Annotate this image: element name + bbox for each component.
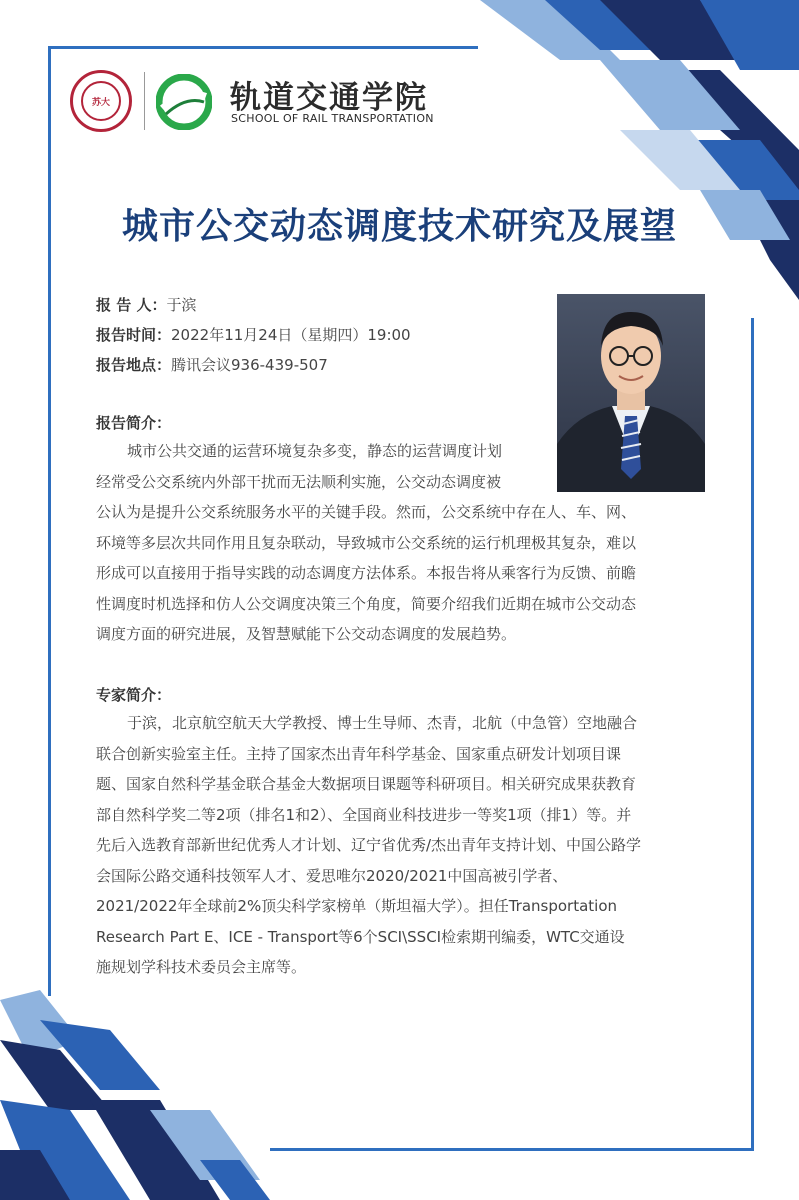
school-logo-area [70,68,490,132]
expert-line: 2021/2022年全球前2%顶尖科学家榜单（斯坦福大学）。担任Transportation [96,897,618,915]
expert-line: 会国际公路交通科技领军人才、爱思唯尔2020/2021中国高被引学者、 [96,866,568,885]
info-value: 腾讯会议936-439-507 [171,356,328,374]
info-value: 于滨 [166,296,197,314]
expert-line: 先后入选教育部新世纪优秀人才计划、辽宁省优秀/杰出青年支持计划、中国公路学 [96,836,642,854]
expert-text [96,708,641,983]
frame-bottom-line [270,1148,754,1151]
abstract-line: 公认为是提升公交系统服务水平的关键手段。然而，公交系统中存在人、车、网、 [96,503,637,521]
university-seal-icon: 苏大 [70,70,132,132]
expert-line: 施规划学科技术委员会主席等。 [96,958,307,976]
expert-line: 部自然科学奖二等2项（排名1和2）、全国商业科技进步一等奖1项（排1）等。并 [96,805,632,824]
frame-left-line [48,46,51,996]
abstract-line: 性调度时机选择和仿人公交调度决策三个角度，简要介绍我们近期在城市公交动态 [96,594,637,613]
school-name-cn: 轨道交通学院 [230,80,428,116]
info-location [96,354,328,375]
page-title: 城市公交动态调度技术研究及展望 [121,206,677,247]
logo-divider [144,72,145,130]
info-label: 报 告 人： [96,296,167,314]
rail-school-logo-icon [156,74,212,130]
info-label: 报告时间： [96,326,172,344]
abstract-line: 调度方面的研究进展，及智慧赋能下公交动态调度的发展趋势。 [96,625,517,643]
abstract-line: 环境等多层次共同作用且复杂联动，导致城市公交系统的运行机理极其复杂，难以 [96,533,637,552]
abstract-text [96,436,636,650]
abstract-line: 城市公共交通的运营环境复杂多变，静态的运营调度计划 [127,442,503,460]
abstract-heading: 报告简介： [96,414,172,432]
abstract-line: 形成可以直接用于指导实践的动态调度方法体系。本报告将从乘客行为反馈、前瞻 [96,564,637,582]
expert-line: Research Part E、ICE - Transport等6个SCI\SSCI检索期刊编委，WTC交通设 [96,927,625,946]
expert-heading: 专家简介： [96,686,172,704]
abstract-line: 经常受公交系统内外部干扰而无法顺利实施，公交动态调度被 [96,472,502,491]
info-speaker [96,294,196,315]
info-time [96,324,411,345]
frame-right-line [751,318,754,1150]
expert-line: 题、国家自然科学基金联合基金大数据项目课题等科研项目。相关研究成果获教育 [96,775,637,793]
info-label: 报告地点： [96,356,172,374]
expert-line: 于滨，北京航空航天大学教授、博士生导师、杰青，北航（中急管）空地融合 [127,714,638,732]
info-value: 2022年11月24日（星期四）19:00 [171,326,411,344]
expert-line: 联合创新实验室主任。主持了国家杰出青年科学基金、国家重点研发计划项目课 [96,744,622,763]
frame-top-line [48,46,478,49]
school-name-en: SCHOOL OF RAIL TRANSPORTATION [231,112,434,125]
